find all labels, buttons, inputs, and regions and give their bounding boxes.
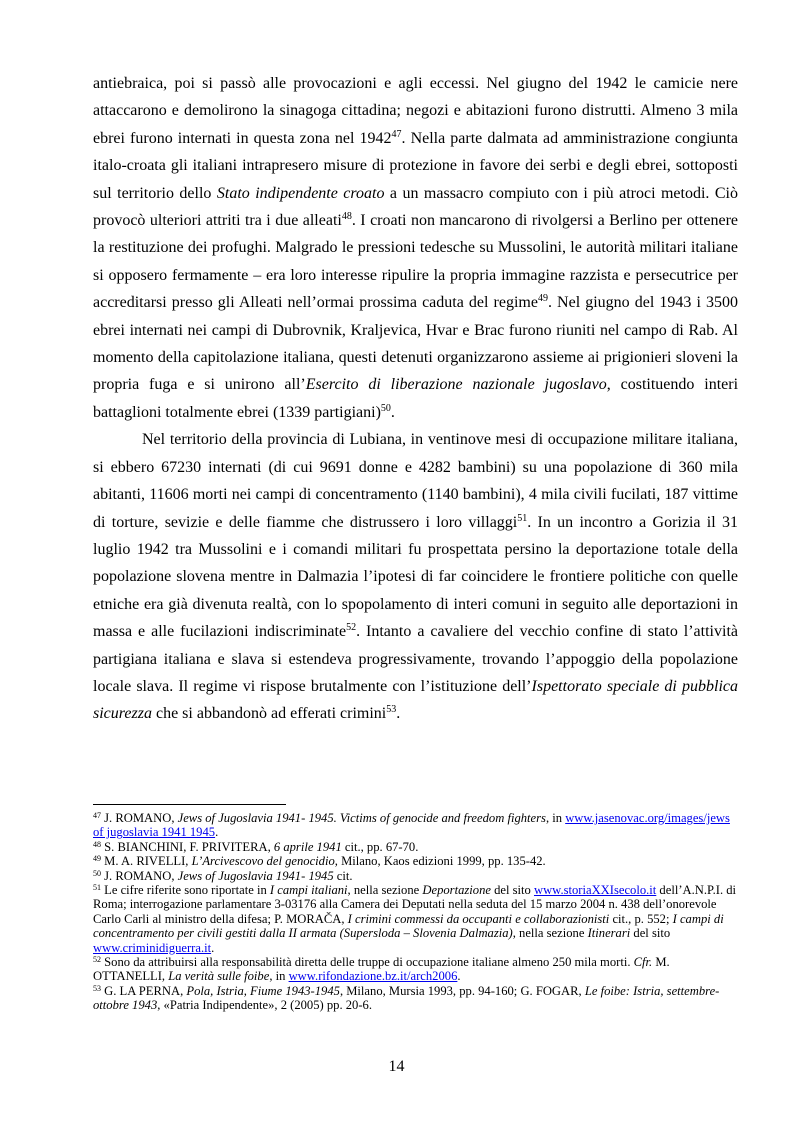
text-run: , Milano, Kaos edizioni 1999, pp. 135-42.: [334, 854, 546, 869]
text-run: . Nella parte dalmata ad amministrazione congiunta italo-croata gli italiani intrapresero misure di protezione in favore dei serbi e degli ebrei, sottoposti sul territorio dello: [93, 129, 739, 202]
text-run: . Intanto a cavaliere del vecchio confine di stato l’attività partigiana italiana e slava si estendeva progressivamente, trovando l’appoggio della popolazione locale slava. Il regime vi rispose brutalmente con l’istituzione dell’: [93, 623, 738, 695]
text-run: S. BIANCHINI, F. PRIVITERA,: [101, 839, 274, 854]
text-run: , nella sezione: [512, 926, 588, 941]
italic-title: Le foibe: Istria, settembre-ottobre 1943: [93, 983, 720, 1013]
italic-term: Ispettorato speciale di pubblica sicurezza: [93, 677, 738, 723]
footnote-47: [93, 811, 740, 840]
italic-title: Itinerari: [587, 926, 631, 941]
text-run: Sono da attribuirsi alla responsabilità diretta delle truppe di occupazione italiane almeno 250 mila morti.: [101, 955, 634, 970]
text-run: M. OTTANELLI,: [93, 955, 670, 984]
italic-title: I campi italiani: [269, 883, 348, 898]
text-run: , costituendo interi battaglioni totalmente ebrei (1339 partigiani): [93, 376, 739, 421]
footnote-ref-53[interactable]: 53: [386, 704, 397, 716]
italic-title: La verità sulle foibe: [168, 969, 270, 984]
footnote-ref-50[interactable]: 50: [380, 402, 391, 414]
italic-title: Cfr.: [633, 955, 653, 970]
text-run: . In un incontro a Gorizia il 31 luglio 1942 tra Mussolini e i comandi militari fu prospettata persino la deportazione totale della popolazione slovena mentre in Dalmazia l’ipotesi di far coincidere le frontiere politiche con quelle etniche era già divenuta realtà, con lo spopolamento di interi comuni in seguito alle deportazioni in massa e alle fucilazioni indiscriminate: [93, 513, 738, 641]
italic-title: L’Arcivescovo del genocidio: [191, 854, 335, 869]
url-link[interactable]: www.storiaXXIsecolo.it: [533, 883, 657, 898]
text-run: .: [215, 825, 219, 840]
italic-title: I campi di concentramento per civili gestiti dalla II armata (Supersloda – Slovenia Dalmazia): [93, 911, 724, 941]
footnote-number: 53: [93, 983, 101, 993]
footnote-separator: [93, 804, 286, 805]
footnotes: [93, 811, 740, 1013]
url-link[interactable]: www.jasenovac.org/images/jews of jugoslavia 1941 1945: [93, 811, 730, 840]
footnote-53: [93, 984, 740, 1013]
text-run: cit., pp. 67-70.: [341, 839, 419, 854]
footnote-number: 49: [93, 854, 101, 864]
footnote-ref-49[interactable]: 49: [537, 293, 548, 305]
italic-title: I crimini commessi da occupanti e collaborazionisti: [347, 911, 610, 926]
text-run: del sito: [490, 883, 534, 898]
footnote-50: [93, 869, 740, 883]
text-run: J. ROMANO,: [101, 811, 178, 825]
text-run: Nel territorio della provincia di Lubiana, in ventinove mesi di occupazione militare italiana, si ebbero 67230 internati (di cui 9691 donne e 4282 bambini) su una popolazione di 360 mila abitanti, 11606 morti nei campi di concentramento (1140 bambini), 4 mila civili fucilati, 187 vittime di torture, sevizie e delle fiamme che distrussero i loro villaggi: [93, 431, 738, 531]
text-run: .: [211, 940, 215, 955]
paragraph-2: [93, 426, 738, 727]
text-run: del sito: [630, 926, 671, 941]
text-run: cit.: [333, 868, 353, 883]
italic-title: Pola, Istria, Fiume 1943-1945: [186, 983, 340, 998]
italic-title: 6 aprile 1941: [273, 839, 342, 854]
body-text: [93, 70, 738, 728]
italic-title: Jews of Jugoslavia 1941- 1945. Victims of genocide and freedom fighters: [177, 811, 546, 825]
paragraph-1: [93, 70, 738, 426]
footnote-51: [93, 883, 740, 955]
text-run: G. LA PERNA,: [101, 983, 187, 998]
url-link[interactable]: www.rifondazione.bz.it/arch2006: [288, 969, 458, 984]
text-run: .: [390, 403, 395, 421]
text-run: antiebraica, poi si passò alle provocazioni e agli eccessi. Nel giugno del 1942 le camicie nere attaccarono e demolirono la sinagoga cittadina; negozi e abitazioni furono distrutti. Almeno 3 mila ebrei furono internati in questa zona nel 1942: [93, 75, 738, 147]
footnote-ref-48[interactable]: 48: [341, 211, 352, 223]
footnote-49: [93, 854, 740, 868]
url-link[interactable]: www.criminidiguerra.it: [93, 940, 212, 955]
text-run: , «Patria Indipendente», 2 (2005) pp. 20-6.: [157, 998, 372, 1013]
text-run: , nella sezione: [347, 883, 423, 898]
text-run: dell’A.N.P.I. di Roma; interrogazione parlamentare 3-03176 alla Camera dei Deputati nella seduta del 15 marzo 2004 n. 438 dell’onorevole Carlo Carli al ministro della difesa; P. MORAČA,: [93, 883, 737, 926]
footnote-number: 47: [93, 811, 101, 820]
text-run: M. A. RIVELLI,: [101, 854, 192, 869]
footnote-52: [93, 955, 740, 984]
footnote-ref-47[interactable]: 47: [391, 128, 402, 140]
text-run: , Milano, Mursia 1993, pp. 94-160; G. FOGAR,: [339, 983, 585, 998]
italic-title: Deportazione: [422, 883, 491, 898]
text-run: che si abbandonò ad efferati crimini: [151, 705, 387, 723]
footnote-number: 51: [93, 883, 101, 893]
footnote-48: [93, 840, 740, 854]
text-run: , in: [545, 811, 566, 825]
italic-term: Esercito di liberazione nazionale jugoslavo: [305, 376, 607, 394]
text-run: .: [396, 705, 401, 723]
text-run: cit., p. 552;: [609, 911, 673, 926]
text-run: . Nel giugno del 1943 i 3500 ebrei internati nei campi di Dubrovnik, Kraljevica, Hvar e Brac furono riuniti nel campo di Rab. Al momento della capitolazione italiana, questi detenuti organizzarono assieme ai prigionieri sloveni la propria fuga e si unirono all’: [93, 294, 738, 394]
text-run: . I croati non mancarono di rivolgersi a Berlino per ottenere la restituzione dei profughi. Malgrado le pressioni tedesche su Mussolini, le autorità militari italiane si opposero fermamente – era loro interesse ripulire la propria immagine razzista e persecutrice per accreditarsi presso gli Alleati nell’ormai prossima caduta del regime: [93, 212, 738, 312]
footnote-number: 50: [93, 868, 101, 878]
italic-title: Jews of Jugoslavia 1941- 1945: [177, 868, 334, 883]
text-run: , in: [269, 969, 289, 984]
text-run: J. ROMANO,: [101, 868, 178, 883]
footnote-number: 48: [93, 839, 101, 849]
text-run: Le cifre riferite sono riportate in: [101, 883, 270, 898]
text-run: a un massacro compiuto con i più atroci metodi. Ciò provocò ulteriori attriti tra i due alleati: [93, 184, 738, 230]
footnote-number: 52: [93, 955, 101, 965]
text-run: .: [457, 969, 461, 984]
footnote-ref-51[interactable]: 51: [517, 512, 528, 524]
italic-term: Stato indipendente croato: [216, 184, 385, 202]
footnote-ref-52[interactable]: 52: [346, 622, 357, 634]
page-number: 14: [388, 1058, 405, 1075]
